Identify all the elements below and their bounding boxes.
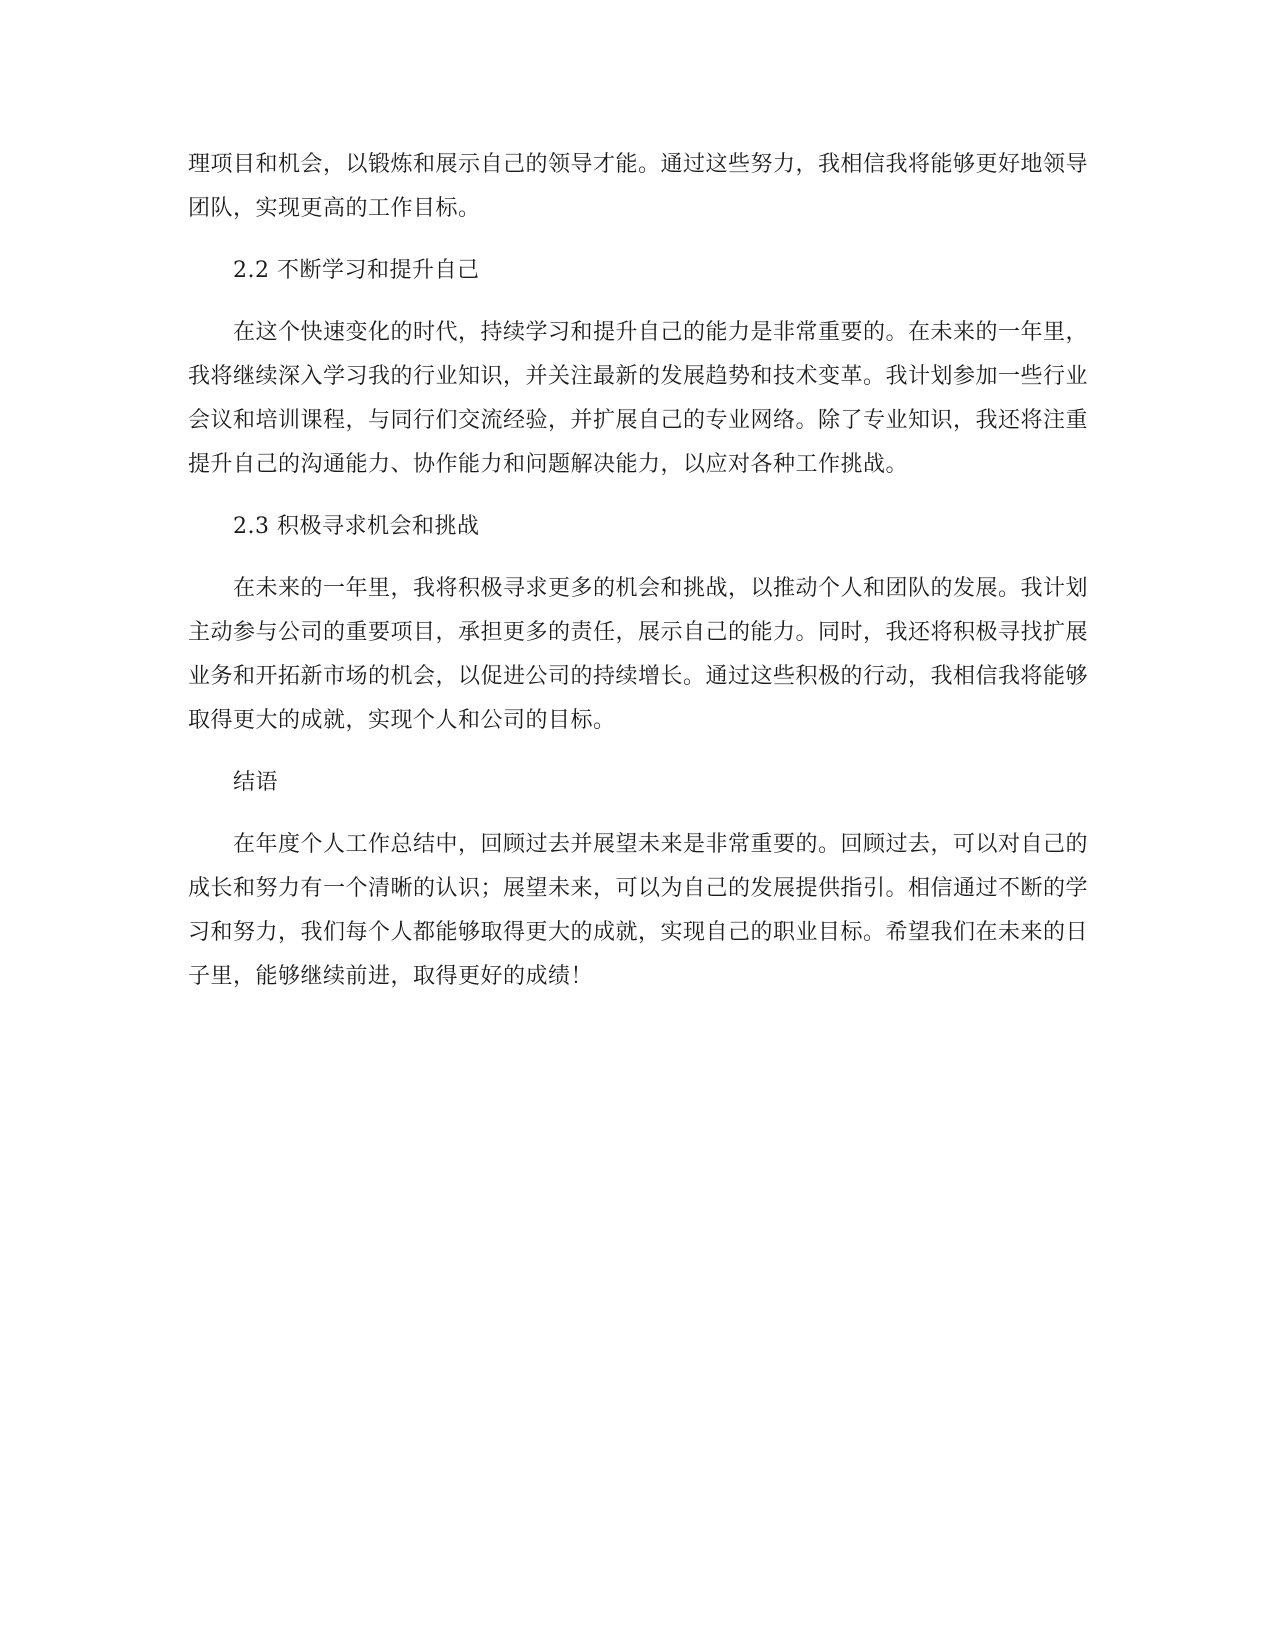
paragraph-leadership-continuation: 理项目和机会，以锻炼和展示自己的领导才能。通过这些努力，我相信我将能够更好地领导团队，实现更高的工作目标。 [188, 152, 1089, 221]
paragraph-conclusion: 在年度个人工作总结中，回顾过去并展望未来是非常重要的。回顾过去，可以对自己的成长和努力有一个清晰的认识；展望未来，可以为自己的发展提供指引。相信通过不断的学习和努力，我们每个人都能够取得更大的成就，实现自己的职业目标。希望我们在未来的日子里，能够继续前进，取得更好的成绩！ [188, 832, 1089, 989]
section-heading-conclusion: 结语 [233, 770, 279, 795]
paragraph-learning: 在这个快速变化的时代，持续学习和提升自己的能力是非常重要的。在未来的一年里，我将继续深入学习我的行业知识，并关注最新的发展趋势和技术变革。我计划参加一些行业会议和培训课程，与同行们交流经验，并扩展自己的专业网络。除了专业知识，我还将注重提升自己的沟通能力、协作能力和问题解决能力，以应对各种工作挑战。 [188, 320, 1089, 477]
section-heading-2-3: 2.3 积极寻求机会和挑战 [233, 514, 480, 539]
section-heading-2-2: 2.2 不断学习和提升自己 [233, 258, 480, 283]
document-body [188, 143, 1088, 1017]
paragraph-opportunities: 在未来的一年里，我将积极寻求更多的机会和挑战，以推动个人和团队的发展。我计划主动参与公司的重要项目，承担更多的责任，展示自己的能力。同时，我还将积极寻找扩展业务和开拓新市场的机会，以促进公司的持续增长。通过这些积极的行动，我相信我将能够取得更大的成就，实现个人和公司的目标。 [188, 576, 1089, 733]
